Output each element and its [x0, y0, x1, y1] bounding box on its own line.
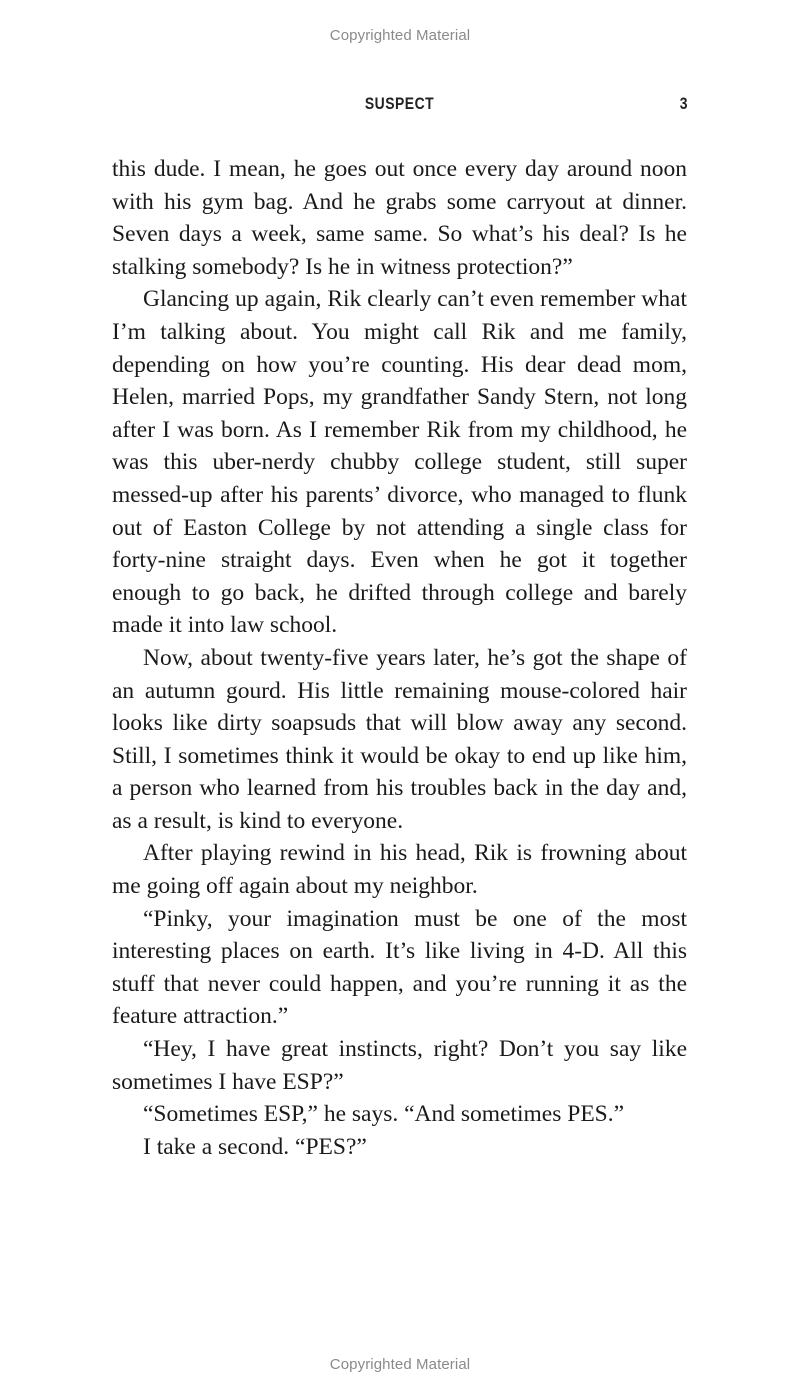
copyright-watermark-top: Copyrighted Material	[329, 27, 471, 44]
paragraph: Glancing up again, Rik clearly can’t even remember what I’m talking about. You might call Rik and me family, depending on how you’re counting. His dear dead mom, Helen, married Pops, my grandfather Sandy Stern, not long after I was born. As I remember Rik from my childhood, he was this uber-nerdy chubby college student, still super messed-up after his parents’ divorce, who managed to flunk out of Easton College by not attending a single class for forty-nine straight days. Even when he got it together enough to go back, he drifted through college and barely made it into law school.	[112, 286, 687, 639]
paragraph: After playing rewind in his head, Rik is frowning about me going off again about my neighbor.	[112, 840, 687, 900]
copyright-watermark-bottom: Copyrighted Material	[329, 1356, 471, 1373]
page-body	[112, 153, 687, 1163]
paragraph: “Pinky, your imagination must be one of the most interesting places on earth. It’s like living in 4-D. All this stuff that never could happen, and you’re running it as the feature attraction.”	[112, 905, 687, 1030]
paragraph: “Sometimes ESP,” he says. “And sometimes PES.”	[143, 1101, 625, 1128]
paragraph: Now, about twenty-five years later, he’s got the shape of an autumn gourd. His little remaining mouse-colored hair looks like dirty soapsuds that will blow away any second. Still, I sometimes think it would be okay to end up like him, a person who learned from his troubles back in the day and, as a result, is kind to everyone.	[112, 644, 687, 834]
running-header	[112, 94, 687, 120]
paragraph: this dude. I mean, he goes out once every day around noon with his gym bag. And he grabs some carryout at dinner. Seven days a week, same same. So what’s his deal? Is he stalking somebody? Is he in witness protection?”	[112, 156, 687, 280]
book-title: SUSPECT	[364, 94, 435, 113]
page-number: 3	[679, 94, 687, 113]
paragraph: “Hey, I have great instincts, right? Don’t you say like sometimes I have ESP?”	[112, 1036, 687, 1095]
paragraph: I take a second. “PES?”	[143, 1133, 367, 1160]
